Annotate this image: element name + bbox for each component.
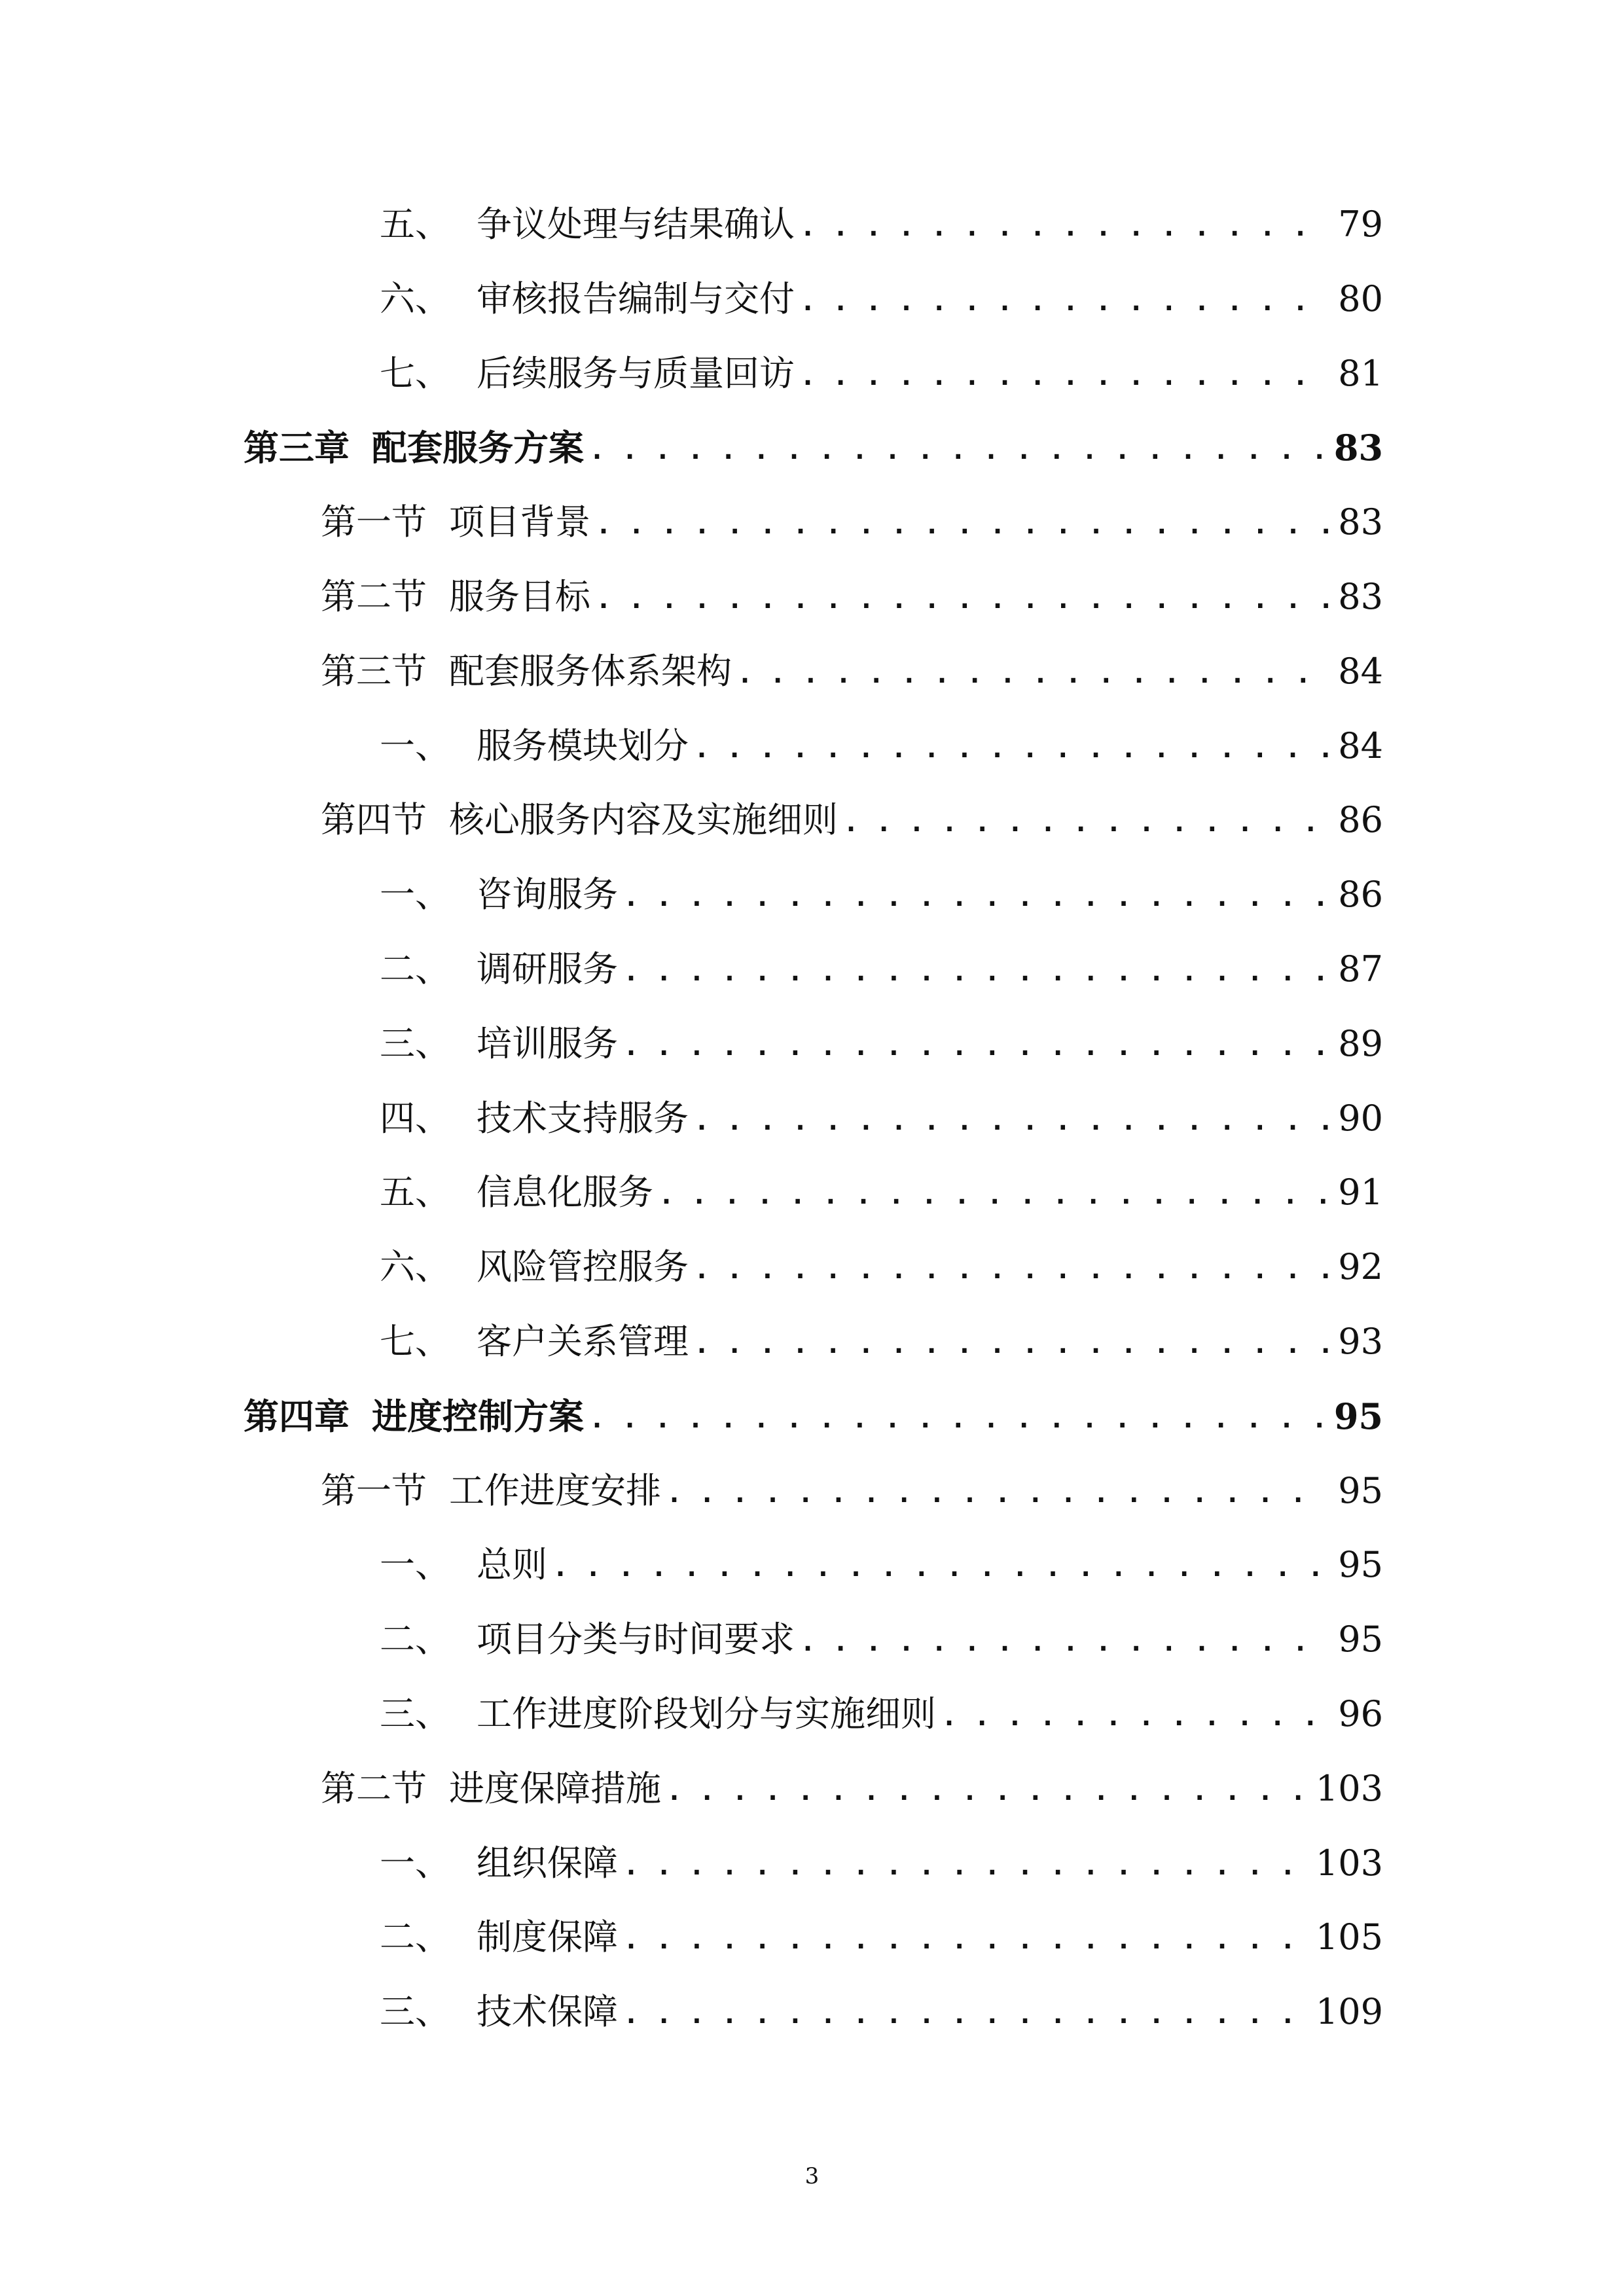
toc-entry-page: 90 (1338, 1098, 1383, 1139)
toc-subsection-entry (380, 1013, 1383, 1075)
toc-dot-leader (623, 863, 1329, 926)
toc-entry-page: 103 (1315, 1768, 1383, 1809)
toc-subsection-entry (380, 863, 1383, 926)
toc-dot-leader (737, 640, 1329, 703)
toc-dot-leader (596, 491, 1329, 554)
toc-entry-number: 七、 (380, 1321, 450, 1362)
toc-dot-leader (694, 1236, 1329, 1299)
toc-entry-title: 咨询服务 (477, 874, 618, 915)
toc-entry-title: 配套服务方案 (372, 427, 584, 469)
toc-dot-leader (694, 1087, 1329, 1150)
toc-entry-number: 第四章 (244, 1395, 350, 1437)
toc-entry-number: 二、 (380, 1916, 450, 1958)
toc-subsection-entry (380, 193, 1383, 256)
toc-entry-title: 风险管控服务 (477, 1246, 689, 1287)
toc-dot-leader (589, 1385, 1325, 1448)
toc-chapter-entry (244, 416, 1383, 479)
toc-subsection-entry (380, 1310, 1383, 1373)
toc-dot-leader (623, 1906, 1307, 1969)
toc-entry-title: 工作进度安排 (449, 1470, 661, 1511)
toc-entry-page: 95 (1333, 1395, 1383, 1437)
toc-entry-page: 86 (1338, 799, 1383, 840)
toc-entry-title: 项目分类与时间要求 (477, 1619, 795, 1660)
toc-entry-page: 105 (1315, 1916, 1383, 1958)
toc-entry-page: 96 (1338, 1693, 1383, 1734)
toc-subsection-entry (380, 1534, 1383, 1596)
toc-dot-leader (843, 789, 1329, 852)
toc-entry-number: 五、 (380, 204, 450, 245)
toc-entry-number: 一、 (380, 1842, 450, 1884)
toc-entry-page: 95 (1338, 1470, 1383, 1511)
toc-entry-title: 客户关系管理 (477, 1321, 689, 1362)
toc-dot-leader (694, 715, 1329, 778)
toc-entry-page: 109 (1315, 1991, 1383, 2032)
toc-dot-leader (552, 1534, 1329, 1596)
toc-entry-number: 五、 (380, 1172, 450, 1213)
toc-entry-page: 91 (1338, 1172, 1383, 1213)
toc-entry-title: 组织保障 (477, 1842, 618, 1884)
toc-entry-title: 审核报告编制与交付 (477, 278, 795, 319)
page-number: 3 (804, 2163, 820, 2189)
toc-dot-leader (800, 193, 1329, 256)
toc-entry-title: 服务模块划分 (477, 725, 689, 766)
toc-subsection-entry (380, 938, 1383, 1001)
toc-dot-leader (666, 1460, 1329, 1522)
toc-entry-number: 一、 (380, 874, 450, 915)
toc-subsection-entry (380, 1608, 1383, 1671)
toc-entry-number: 六、 (380, 1246, 450, 1287)
toc-entry-title: 技术保障 (477, 1991, 618, 2032)
toc-entry-number: 三、 (380, 1991, 450, 2032)
toc-entry-title: 信息化服务 (477, 1172, 653, 1213)
toc-entry-number: 一、 (380, 725, 450, 766)
toc-subsection-entry (380, 715, 1383, 778)
toc-dot-leader (666, 1757, 1307, 1820)
toc-entry-page: 81 (1338, 353, 1383, 394)
toc-entry-page: 103 (1315, 1842, 1383, 1884)
toc-entry-title: 培训服务 (477, 1023, 618, 1064)
toc-entry-page: 83 (1333, 427, 1383, 469)
toc-entry-number: 六、 (380, 278, 450, 319)
toc-subsection-entry (380, 1683, 1383, 1746)
toc-entry-page: 92 (1338, 1246, 1383, 1287)
toc-entry-number: 第三节 (321, 651, 427, 692)
toc-entry-title: 技术支持服务 (477, 1098, 689, 1139)
toc-entry-title: 进度控制方案 (372, 1395, 584, 1437)
toc-entry-title: 争议处理与结果确认 (477, 204, 795, 245)
toc-subsection-entry (380, 1087, 1383, 1150)
toc-entry-page: 83 (1338, 576, 1383, 617)
toc-dot-leader (800, 1608, 1329, 1671)
toc-entry-page: 86 (1338, 874, 1383, 915)
toc-subsection-entry (380, 1236, 1383, 1299)
toc-entry-number: 七、 (380, 353, 450, 394)
toc-section-entry (321, 789, 1383, 852)
toc-section-entry (321, 640, 1383, 703)
toc-entry-title: 核心服务内容及实施细则 (449, 799, 838, 840)
toc-dot-leader (941, 1683, 1329, 1746)
toc-chapter-entry (244, 1385, 1383, 1448)
toc-entry-page: 84 (1338, 725, 1383, 766)
toc-entry-number: 二、 (380, 948, 450, 990)
toc-dot-leader (623, 1013, 1329, 1075)
toc-entry-number: 三、 (380, 1693, 450, 1734)
toc-entry-page: 95 (1338, 1619, 1383, 1660)
toc-entry-number: 四、 (380, 1098, 450, 1139)
toc-entry-title: 工作进度阶段划分与实施细则 (477, 1693, 936, 1734)
toc-subsection-entry (380, 268, 1383, 331)
toc-subsection-entry (380, 1832, 1383, 1895)
toc-entry-number: 第一节 (321, 1470, 427, 1511)
toc-dot-leader (623, 1981, 1307, 2043)
toc-entry-number: 二、 (380, 1619, 450, 1660)
toc-entry-page: 84 (1338, 651, 1383, 692)
toc-dot-leader (623, 938, 1329, 1001)
toc-entry-page: 83 (1338, 501, 1383, 543)
toc-entry-title: 配套服务体系架构 (449, 651, 732, 692)
toc-entry-title: 进度保障措施 (449, 1768, 661, 1809)
toc-section-entry (321, 1460, 1383, 1522)
toc-entry-number: 一、 (380, 1544, 450, 1585)
toc-entry-number: 第三章 (244, 427, 350, 469)
toc-section-entry (321, 1757, 1383, 1820)
toc-entry-title: 总则 (477, 1544, 547, 1585)
toc-entry-title: 服务目标 (449, 576, 590, 617)
toc-subsection-entry (380, 1981, 1383, 2043)
toc-entry-page: 95 (1338, 1544, 1383, 1585)
toc-entry-title: 调研服务 (477, 948, 618, 990)
toc-entry-number: 三、 (380, 1023, 450, 1064)
toc-entry-page: 93 (1338, 1321, 1383, 1362)
toc-entry-page: 87 (1338, 948, 1383, 990)
toc-entry-number: 第一节 (321, 501, 427, 543)
toc-subsection-entry (380, 342, 1383, 405)
toc-entry-page: 79 (1338, 204, 1383, 245)
toc-entry-page: 89 (1338, 1023, 1383, 1064)
toc-dot-leader (694, 1310, 1329, 1373)
toc-entry-title: 项目背景 (449, 501, 590, 543)
toc-dot-leader (800, 342, 1329, 405)
toc-section-entry (321, 565, 1383, 628)
toc-dot-leader (800, 268, 1329, 331)
toc-section-entry (321, 491, 1383, 554)
toc-dot-leader (596, 565, 1329, 628)
toc-dot-leader (589, 416, 1325, 479)
toc-entry-number: 第二节 (321, 576, 427, 617)
toc-dot-leader (623, 1832, 1307, 1895)
toc-subsection-entry (380, 1906, 1383, 1969)
toc-entry-number: 第四节 (321, 799, 427, 840)
toc-entry-number: 第二节 (321, 1768, 427, 1809)
toc-dot-leader (659, 1161, 1329, 1224)
toc-subsection-entry (380, 1161, 1383, 1224)
toc-entry-title: 制度保障 (477, 1916, 618, 1958)
toc-entry-title: 后续服务与质量回访 (477, 353, 795, 394)
toc-entry-page: 80 (1338, 278, 1383, 319)
